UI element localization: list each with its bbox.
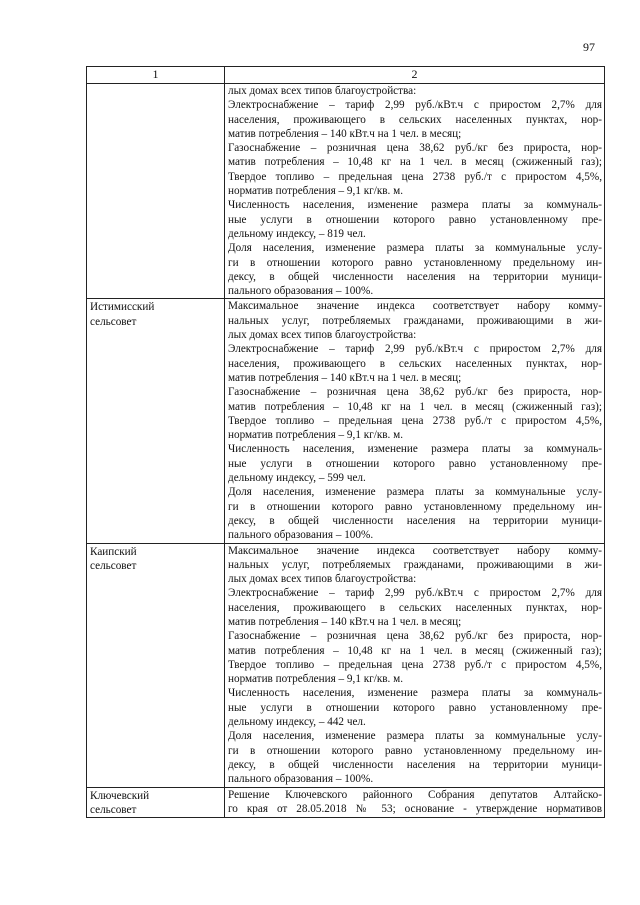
table-row — [87, 299, 605, 543]
description-line: ги в отношении которого равно установленному предельному ин- — [228, 744, 602, 757]
description-line: матив потребления – 10,48 кг на 1 чел. в месяц (сжиженный газ); — [228, 156, 602, 169]
municipality-name-cell — [87, 84, 225, 299]
municipality-name-cell — [87, 543, 225, 787]
description-line: матив потребления – 140 кВт.ч на 1 чел. в месяц; — [228, 615, 462, 628]
municipality-name-line: Истимисский — [90, 301, 155, 314]
description-line: Доля населения, изменение размера платы за коммунальные услу- — [228, 486, 602, 499]
description-line: Твердое топливо – предельная цена 2738 руб./т с приростом 4,5%, — [228, 658, 602, 671]
description-line: нальных услуг, потребляемых гражданами, проживающими в жи- — [228, 314, 602, 327]
description-line: лых домах всех типов благоустройства: — [228, 85, 417, 97]
description-line: норматив потребления – 9,1 кг/кв. м. — [228, 185, 404, 198]
column-header-1: 1 — [87, 67, 225, 84]
municipality-name-cell — [87, 299, 225, 543]
description-line: лых домах всех типов благоустройства: — [228, 573, 417, 586]
description-line: норматив потребления – 9,1 кг/кв. м. — [228, 673, 404, 686]
description-line: дексу, в общей численности населения на территории муници- — [228, 270, 602, 283]
description-line: Численность населения, изменение размера платы за коммуналь- — [228, 199, 602, 212]
description-line: Доля населения, изменение размера платы за коммунальные услу- — [228, 242, 602, 255]
description-line: Численность населения, изменение размера платы за коммуналь- — [228, 443, 602, 456]
municipality-name-line: сельсовет — [90, 315, 137, 328]
description-line: ги в отношении которого равно установленному предельному ин- — [228, 500, 602, 513]
description-line: Решение Ключевского районного Собрания депутатов Алтайско- — [228, 788, 602, 801]
description-line: населения, проживающего в сельских населенных пунктах, нор- — [228, 357, 602, 370]
description-line: дексу, в общей численности населения на территории муници- — [228, 758, 602, 771]
description-line: населения, проживающего в сельских населенных пунктах, нор- — [228, 601, 602, 614]
tariff-description-cell — [225, 543, 605, 787]
description-line: Электроснабжение – тариф 2,99 руб./кВт.ч с приростом 2,7% для — [228, 99, 602, 112]
description-line: Максимальное значение индекса соответствует набору комму- — [228, 544, 602, 557]
description-line: го края от 28.05.2018 № 53; основание - утверждение нормативов — [228, 802, 602, 815]
table-header-row — [87, 67, 605, 84]
description-line: ные услуги в отношении которого равно установленному пре- — [228, 457, 602, 470]
tariff-description-cell — [225, 787, 605, 818]
description-line: нальных услуг, потребляемых гражданами, проживающими в жи- — [228, 558, 602, 571]
description-line: ные услуги в отношении которого равно установленному пре- — [228, 701, 602, 714]
municipality-name-cell — [87, 787, 225, 818]
description-line: матив потребления – 10,48 кг на 1 чел. в месяц (сжиженный газ); — [228, 644, 602, 657]
column-header-2: 2 — [225, 67, 605, 84]
description-line: лых домах всех типов благоустройства: — [228, 329, 417, 342]
description-line: матив потребления – 140 кВт.ч на 1 чел. в месяц; — [228, 371, 462, 384]
municipality-name-line: сельсовет — [90, 803, 137, 816]
description-line: ные услуги в отношении которого равно установленному пре- — [228, 213, 602, 226]
description-line: матив потребления – 10,48 кг на 1 чел. в месяц (сжиженный газ); — [228, 400, 602, 413]
description-line: Газоснабжение – розничная цена 38,62 руб./кг без прироста, нор- — [228, 386, 602, 399]
description-line: дельному индексу, – 819 чел. — [228, 227, 366, 240]
table-row — [87, 84, 605, 299]
table-row — [87, 787, 605, 818]
description-line: дельному индексу, – 599 чел. — [228, 472, 366, 485]
description-line: Газоснабжение – розничная цена 38,62 руб./кг без прироста, нор- — [228, 142, 602, 155]
tariff-description-cell — [225, 299, 605, 543]
description-line: Твердое топливо – предельная цена 2738 руб./т с приростом 4,5%, — [228, 414, 602, 427]
description-line: Газоснабжение – розничная цена 38,62 руб./кг без прироста, нор- — [228, 630, 602, 643]
description-line: пального образования – 100%. — [228, 773, 374, 786]
municipality-name-line: сельсовет — [90, 559, 137, 572]
description-line: пального образования – 100%. — [228, 285, 374, 298]
description-line: Численность населения, изменение размера платы за коммуналь- — [228, 687, 602, 700]
description-line: пального образования – 100%. — [228, 529, 374, 542]
description-line: населения, проживающего в сельских населенных пунктах, нор- — [228, 113, 602, 126]
description-line: ги в отношении которого равно установленному предельному ин- — [228, 256, 602, 269]
description-line: Твердое топливо – предельная цена 2738 руб./т с приростом 4,5%, — [228, 170, 602, 183]
description-line: Максимальное значение индекса соответствует набору комму- — [228, 300, 602, 313]
description-line: Электроснабжение – тариф 2,99 руб./кВт.ч с приростом 2,7% для — [228, 587, 602, 600]
tariff-table — [86, 66, 605, 818]
tariff-description-cell — [225, 84, 605, 299]
municipality-name-line: Каипский — [90, 545, 137, 558]
municipality-name-line: Ключевский — [90, 789, 150, 802]
table-row — [87, 543, 605, 787]
description-line: дельному индексу, – 442 чел. — [228, 716, 366, 729]
description-line: дексу, в общей численности населения на территории муници- — [228, 514, 602, 527]
page-number: 97 — [583, 40, 595, 54]
description-line: Доля населения, изменение размера платы за коммунальные услу- — [228, 730, 602, 743]
description-line: матив потребления – 140 кВт.ч на 1 чел. в месяц; — [228, 127, 462, 140]
description-line: норматив потребления – 9,1 кг/кв. м. — [228, 429, 404, 442]
description-line: Электроснабжение – тариф 2,99 руб./кВт.ч с приростом 2,7% для — [228, 343, 602, 356]
